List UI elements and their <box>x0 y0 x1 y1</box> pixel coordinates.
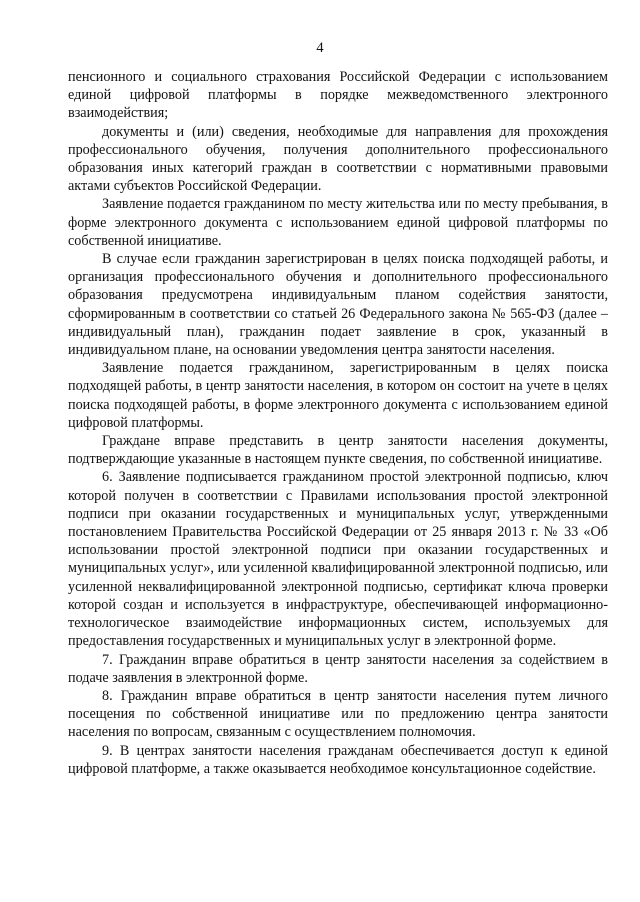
paragraph: Заявление подается гражданином по месту жительства или по месту пребывания, в форме электронного документа с использованием единой цифровой платформы по собственной инициативе. <box>68 196 608 249</box>
paragraph: Граждане вправе представить в центр занятости населения документы, подтверждающие указанные в настоящем пункте сведения, по собственной инициативе. <box>68 433 608 468</box>
paragraph: В случае если гражданин зарегистрирован в целях поиска подходящей работы, и организация профессионального обучения и дополнительного профессионального образования предусмотрена индивидуальным планом содействия занятости, сформированным в соответствии со статьей 26 Федерального закона № 565-ФЗ (далее – индивидуальный план), гражданин подает заявление в срок, указанный в индивидуальном плане, на основании уведомления центра занятости населения. <box>68 251 608 359</box>
paragraph: 9. В центрах занятости населения гражданам обеспечивается доступ к единой цифровой платформе, а также оказывается необходимое консультационное содействие. <box>68 742 608 777</box>
page-number: 4 <box>316 40 324 56</box>
paragraph: 6. Заявление подписывается гражданином простой электронной подписью, ключ которой получен в соответствии с Правилами использования простой электронной подписи при оказании государственных и муниципальных услуг, утвержденными постановлением Правительства Российской Федерации от 25 января 2013 г. № 33 «Об использовании простой электронной подписи при оказании государственных и муниципальных услуг», или усиленной квалифицированной электронной подписью, или усиленной неквалифицированной электронной подписью, сертификат ключа проверки которой создан и используется в инфраструктуре, обеспечивающей информационно-технологическое взаимодействие информационных систем, используемых для предоставления государственных и муниципальных услуг в электронной форме. <box>68 469 608 650</box>
document-body <box>68 68 608 778</box>
paragraph: 8. Гражданин вправе обратиться в центр занятости населения путем личного посещения по собственной инициативе или по предложению центра занятости населения по вопросам, связанным с осуществлением полномочия. <box>68 687 608 741</box>
paragraph: 7. Гражданин вправе обратиться в центр занятости населения за содействием в подаче заявления в электронной форме. <box>68 651 608 686</box>
paragraph: Заявление подается гражданином, зарегистрированным в целях поиска подходящей работы, в центр занятости населения, в котором он состоит на учете в целях поиска подходящей работы, в форме электронного документа с использованием единой цифровой платформы. <box>68 360 608 431</box>
paragraph: пенсионного и социального страхования Российской Федерации с использованием единой цифровой платформы в порядке межведомственного электронного взаимодействия; <box>68 69 608 122</box>
paragraph: документы и (или) сведения, необходимые для направления для прохождения профессионального обучения, получения дополнительного профессионального образования иных категорий граждан в соответствии с нормативными правовыми актами субъектов Российской Федерации. <box>68 123 608 195</box>
